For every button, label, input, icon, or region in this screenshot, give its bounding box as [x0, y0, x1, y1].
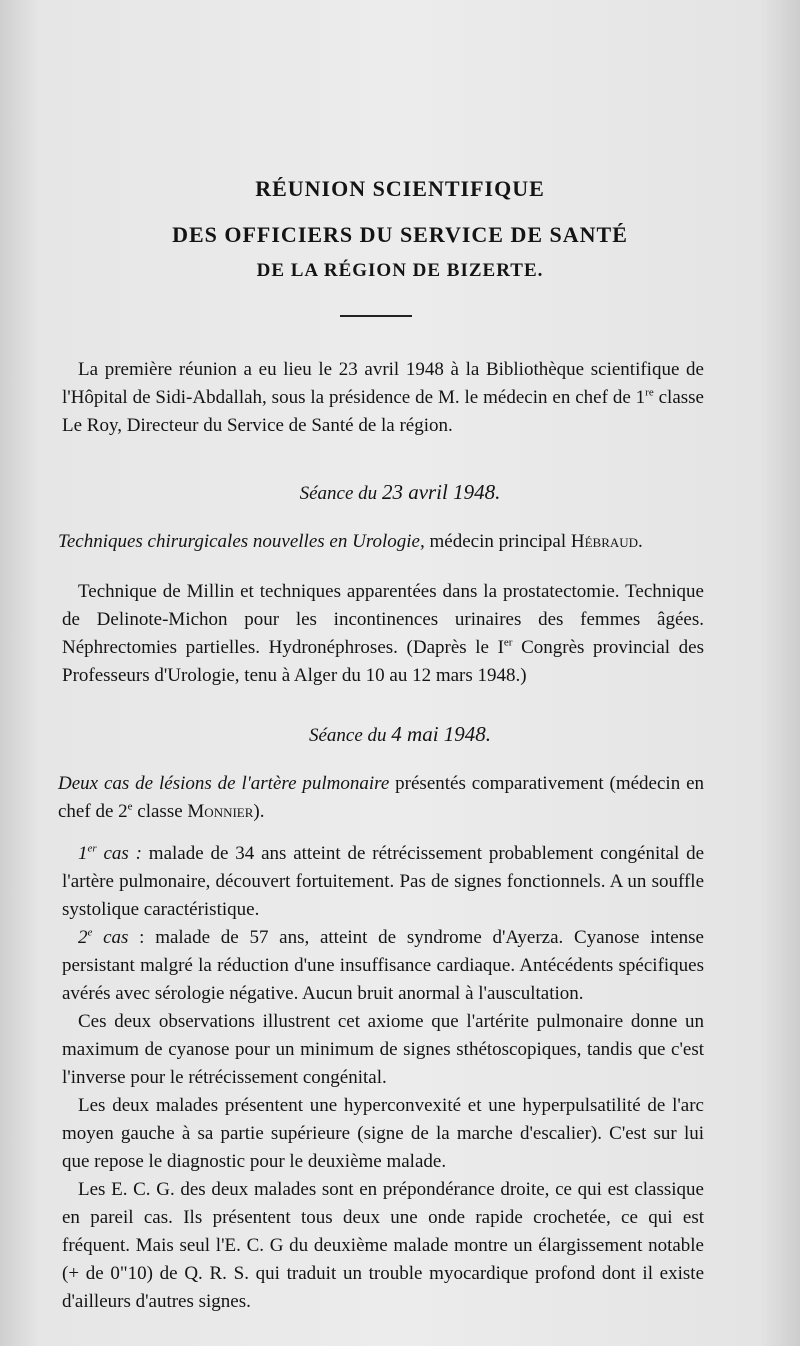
case-2-superscript: e	[87, 926, 93, 939]
session-2-topic-end: ).	[253, 801, 265, 822]
intro-text-b: classe Le Roy, Directeur du Service de Santé de la région.	[62, 387, 704, 436]
session-2-paragraph-4	[62, 1092, 704, 1176]
paragraph-4-text: Les deux malades présentent une hyperconvexité et une hyperpulsatilité de l'arc moyen gauche à sa partie supérieure (signe de la marche d'escalier). C'est sur lui que repose le diagnostic pour le deuxième malade.	[62, 1095, 704, 1172]
intro-superscript: re	[645, 386, 654, 399]
session-1-body-a: Technique de Millin et techniques apparentées dans la prostatectomie. Technique de Delinote-Michon pour les incontinences urinaires des femmes âgées. Néphrectomies partielles. Hydronéphroses. (Daprès le I	[62, 581, 704, 658]
session-2-topic	[58, 770, 704, 826]
session-1-author-prefix: médecin principal	[424, 531, 571, 552]
case-2-label: 2	[78, 927, 88, 948]
session-2-topic-superscript: e	[127, 800, 133, 813]
session-1-topic-title: Techniques chirurgicales nouvelles en Urologie,	[58, 531, 425, 552]
intro-paragraph	[62, 356, 704, 440]
session-1-body-superscript: er	[503, 636, 513, 649]
case-2-text: : malade de 57 ans, atteint de syndrome d'Ayerza. Cyanose intense persistant malgré la réduction d'une insuffisance cardiaque. Antécédents spécifiques avérés avec sérologie négative. Aucun bruit anormal à l'auscultation.	[62, 927, 704, 1004]
session-2-topic-title: Deux cas de lésions de l'artère pulmonaire	[58, 773, 390, 794]
session-2-topic-rest: présentés comparativement (médecin en chef de 2	[58, 773, 705, 822]
case-1-label: 1	[78, 843, 88, 864]
session-2-heading-date: 4 mai 1948.	[391, 722, 492, 746]
session-2-paragraph-3	[62, 1008, 704, 1092]
session-2-topic-rest2: classe	[132, 801, 188, 822]
session-1-body	[62, 578, 704, 690]
title-line-3: DE LA RÉGION DE BIZERTE.	[256, 260, 544, 281]
paragraph-5-text: Les E. C. G. des deux malades sont en prépondérance droite, ce qui est classique en pareil cas. Ils présentent tous deux une onde rapide crochetée, ce qui est fréquent. Mais seul l'E. C. G du deuxième malade montre un élargissement notable (+ de 0"10) de Q. R. S. qui traduit un trouble myocardique profond dont il existe d'ailleurs d'autres signes.	[62, 1179, 704, 1312]
case-1-text: malade de 34 ans atteint de rétrécissement probablement congénital de l'artère pulmonaire, découvert fortuitement. Pas de signes fonctionnels. A un souffle systolique caractéristique.	[62, 843, 705, 920]
case-1-label-2: cas :	[96, 843, 142, 864]
session-2-author: Monnier	[187, 801, 254, 822]
session-1-body-b: Congrès provincial des Professeurs d'Urologie, tenu à Alger du 10 au 12 mars 1948.)	[62, 637, 704, 686]
case-2-label-2: cas	[92, 927, 129, 948]
title-line-1: RÉUNION SCIENTIFIQUE	[255, 176, 545, 201]
session-2-heading-prefix: Séance du	[308, 725, 392, 746]
session-1-heading	[0, 480, 800, 505]
session-2-case-2	[62, 924, 704, 1008]
intro-text-a: La première réunion a eu lieu le 23 avril 1948 à la Bibliothèque scientifique de l'Hôpital de Sidi-Abdallah, sous la présidence de M. le médecin en chef de 1	[62, 359, 704, 408]
session-2-paragraph-5	[62, 1176, 704, 1316]
session-1-topic	[58, 528, 704, 556]
session-1-heading-date: 23 avril 1948.	[381, 480, 501, 504]
session-1-author: Hébraud.	[570, 531, 643, 552]
case-1-superscript: er	[87, 842, 97, 855]
title-line-2: DES OFFICIERS DU SERVICE DE SANTÉ	[172, 222, 628, 247]
session-2-heading	[0, 722, 800, 747]
title-divider	[340, 315, 412, 317]
session-2-case-1	[62, 840, 704, 924]
paragraph-3-text: Ces deux observations illustrent cet axiome que l'artérite pulmonaire donne un maximum de cyanose pour un minimum de signes sthétoscopiques, tandis que c'est l'inverse pour le rétrécissement congénital.	[62, 1011, 704, 1088]
session-1-heading-prefix: Séance du	[299, 483, 382, 504]
